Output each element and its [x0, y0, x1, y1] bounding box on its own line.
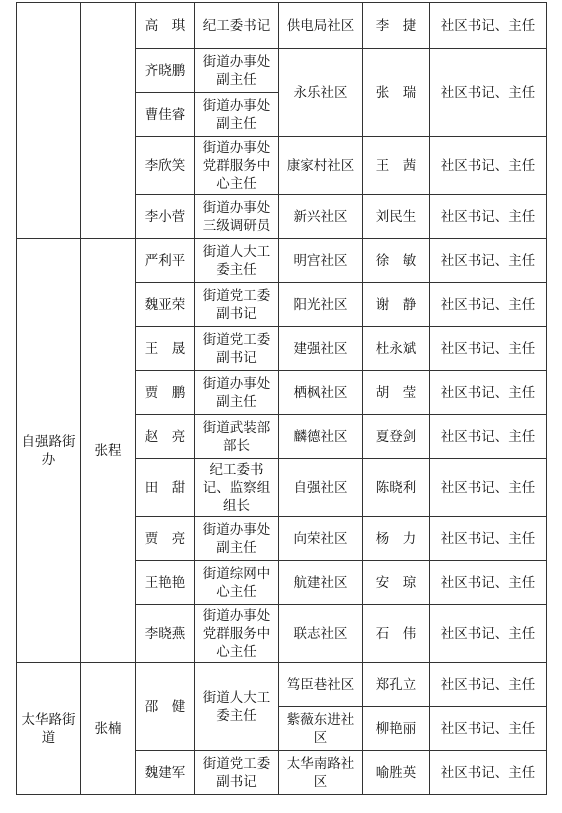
cadre-name: 赵 亮	[136, 415, 195, 459]
cadre-post: 街道办事处副主任	[195, 517, 279, 561]
street-name: 太华路街道	[17, 663, 81, 795]
community-name: 笃臣巷社区	[279, 663, 363, 707]
cadre-name: 贾 鹏	[136, 371, 195, 415]
secretary-position: 社区书记、主任	[430, 517, 547, 561]
cadre-post: 纪工委书记、监察组组长	[195, 459, 279, 517]
cadre-name: 贾 亮	[136, 517, 195, 561]
secretary-position: 社区书记、主任	[430, 751, 547, 795]
secretary-position: 社区书记、主任	[430, 605, 547, 663]
table-row	[17, 3, 547, 49]
assignment-table	[16, 2, 547, 795]
community-secretary: 杨 力	[363, 517, 430, 561]
community-secretary: 张 瑞	[363, 49, 430, 137]
street-leader: 张楠	[81, 663, 136, 795]
cadre-name: 李小菅	[136, 195, 195, 239]
community-name: 航建社区	[279, 561, 363, 605]
community-secretary: 陈晓利	[363, 459, 430, 517]
street-cell-prev	[17, 3, 81, 239]
secretary-position: 社区书记、主任	[430, 707, 547, 751]
leader-cell-prev	[81, 3, 136, 239]
cadre-post: 街道人大工委主任	[195, 239, 279, 283]
cadre-post: 街道党工委副书记	[195, 327, 279, 371]
cadre-post: 街道办事处副主任	[195, 49, 279, 93]
cadre-name: 曹佳睿	[136, 93, 195, 137]
cadre-post: 街道综网中心主任	[195, 561, 279, 605]
cadre-name: 严利平	[136, 239, 195, 283]
table-row	[17, 239, 547, 283]
cadre-post: 街道办事处三级调研员	[195, 195, 279, 239]
cadre-post: 街道人大工委主任	[195, 663, 279, 751]
cadre-name: 魏亚荣	[136, 283, 195, 327]
community-secretary: 夏登剑	[363, 415, 430, 459]
community-secretary: 王 茜	[363, 137, 430, 195]
cadre-post: 纪工委书记	[195, 3, 279, 49]
table-row	[17, 663, 547, 707]
community-secretary: 石 伟	[363, 605, 430, 663]
cadre-name: 邵 健	[136, 663, 195, 751]
community-name: 紫薇东进社区	[279, 707, 363, 751]
community-name: 建强社区	[279, 327, 363, 371]
community-name: 永乐社区	[279, 49, 363, 137]
cadre-post: 街道武装部部长	[195, 415, 279, 459]
secretary-position: 社区书记、主任	[430, 459, 547, 517]
cadre-name: 李欣笑	[136, 137, 195, 195]
community-name: 栖枫社区	[279, 371, 363, 415]
community-name: 联志社区	[279, 605, 363, 663]
cadre-post: 街道党工委副书记	[195, 751, 279, 795]
community-secretary: 安 琼	[363, 561, 430, 605]
secretary-position: 社区书记、主任	[430, 49, 547, 137]
cadre-name: 魏建军	[136, 751, 195, 795]
cadre-name: 王 晟	[136, 327, 195, 371]
street-leader: 张程	[81, 239, 136, 663]
secretary-position: 社区书记、主任	[430, 239, 547, 283]
community-name: 太华南路社区	[279, 751, 363, 795]
community-secretary: 郑孔立	[363, 663, 430, 707]
community-name: 向荣社区	[279, 517, 363, 561]
community-secretary: 柳艳丽	[363, 707, 430, 751]
cadre-post: 街道办事处副主任	[195, 371, 279, 415]
community-name: 供电局社区	[279, 3, 363, 49]
community-secretary: 杜永斌	[363, 327, 430, 371]
community-name: 新兴社区	[279, 195, 363, 239]
cadre-post: 街道党工委副书记	[195, 283, 279, 327]
cadre-post: 街道办事处副主任	[195, 93, 279, 137]
community-secretary: 谢 静	[363, 283, 430, 327]
cadre-name: 李晓燕	[136, 605, 195, 663]
secretary-position: 社区书记、主任	[430, 137, 547, 195]
community-name: 明宫社区	[279, 239, 363, 283]
cadre-name: 齐晓鹏	[136, 49, 195, 93]
community-name: 麟德社区	[279, 415, 363, 459]
cadre-post: 街道办事处党群服务中心主任	[195, 605, 279, 663]
secretary-position: 社区书记、主任	[430, 195, 547, 239]
secretary-position: 社区书记、主任	[430, 327, 547, 371]
cadre-name: 田 甜	[136, 459, 195, 517]
secretary-position: 社区书记、主任	[430, 283, 547, 327]
community-secretary: 李 捷	[363, 3, 430, 49]
community-secretary: 徐 敏	[363, 239, 430, 283]
secretary-position: 社区书记、主任	[430, 663, 547, 707]
community-name: 自强社区	[279, 459, 363, 517]
cadre-name: 王艳艳	[136, 561, 195, 605]
community-secretary: 刘民生	[363, 195, 430, 239]
community-secretary: 喻胜英	[363, 751, 430, 795]
secretary-position: 社区书记、主任	[430, 3, 547, 49]
community-secretary: 胡 莹	[363, 371, 430, 415]
community-name: 康家村社区	[279, 137, 363, 195]
cadre-name: 高 琪	[136, 3, 195, 49]
cadre-post: 街道办事处党群服务中心主任	[195, 137, 279, 195]
secretary-position: 社区书记、主任	[430, 415, 547, 459]
secretary-position: 社区书记、主任	[430, 561, 547, 605]
street-name: 自强路街办	[17, 239, 81, 663]
secretary-position: 社区书记、主任	[430, 371, 547, 415]
community-name: 阳光社区	[279, 283, 363, 327]
